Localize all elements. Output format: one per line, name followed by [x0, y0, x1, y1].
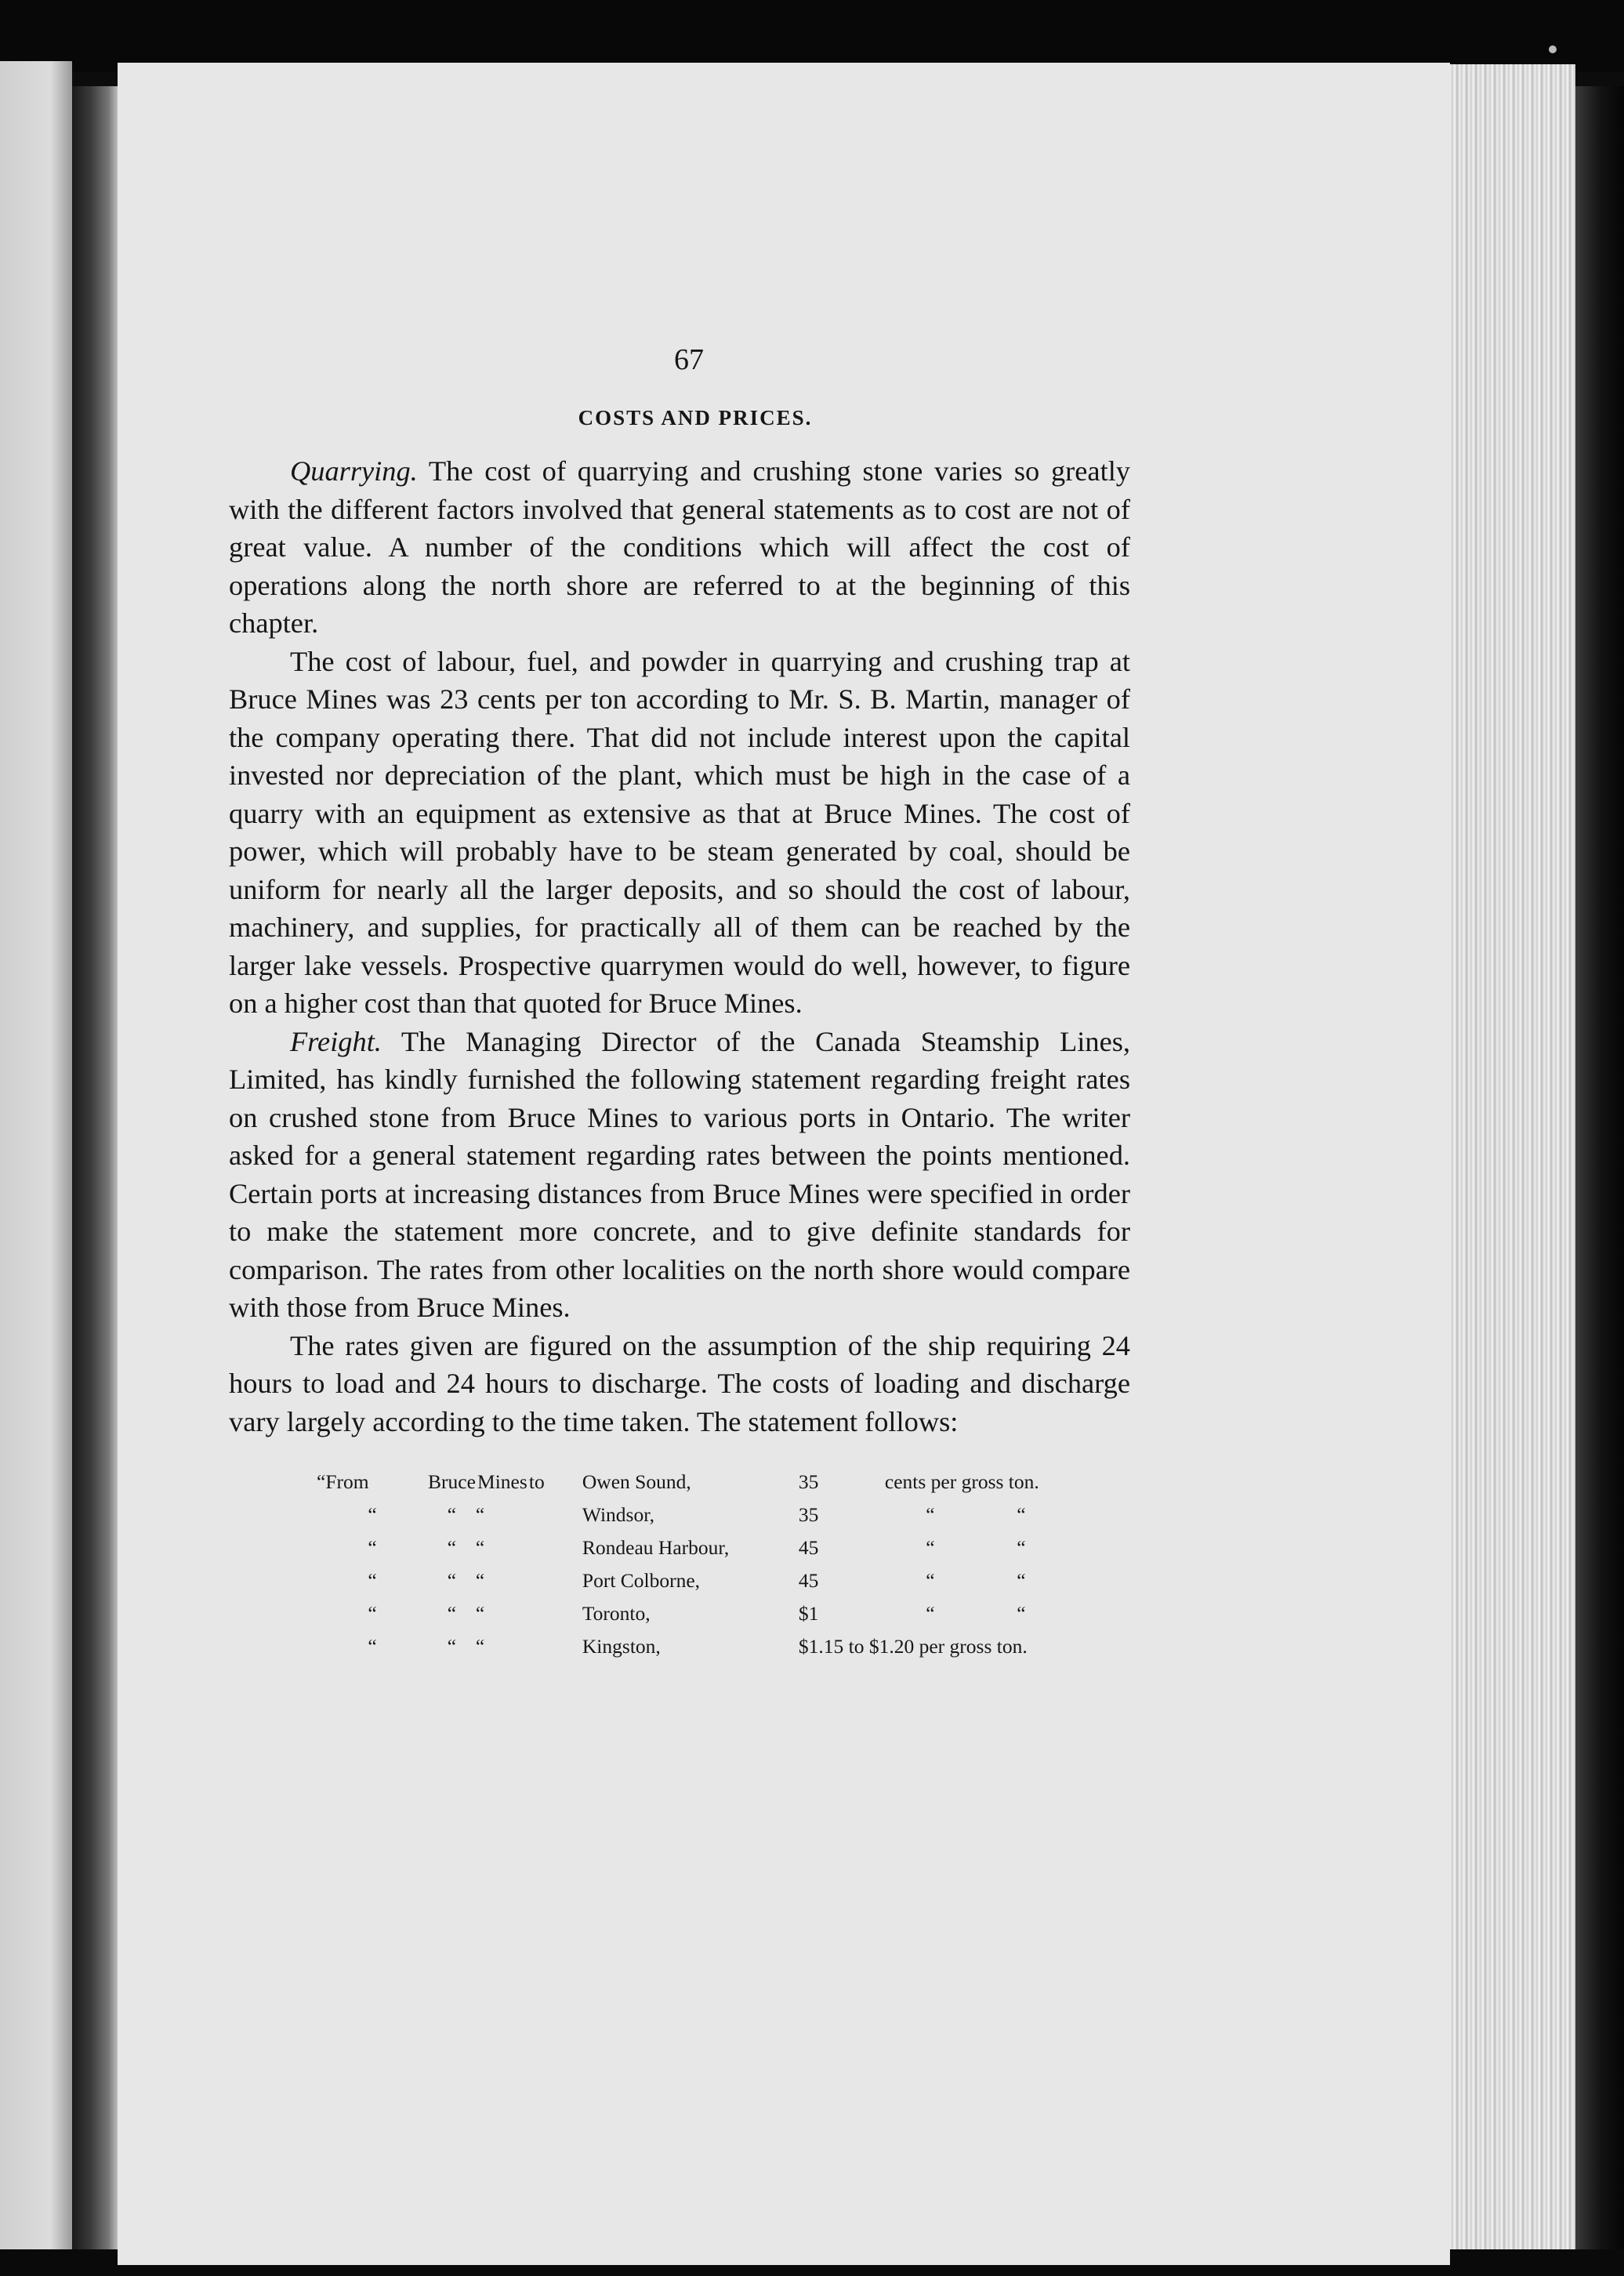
stacked-page-edges: [1450, 64, 1575, 2251]
left-page-sliver: [0, 61, 72, 2256]
table-row: [317, 1505, 1067, 1538]
ditto-mark: “: [447, 1569, 457, 1592]
page-text: [229, 345, 1130, 1669]
spacer-cell: [529, 1604, 582, 1636]
ditto-mark: “: [475, 1536, 485, 1559]
from-place-word: to: [528, 1470, 545, 1493]
from-place-word: Mines: [477, 1470, 527, 1493]
port-name: Owen Sound,: [582, 1470, 691, 1493]
table-row: [317, 1604, 1067, 1636]
ditto-mark: “: [368, 1635, 377, 1658]
table-row: [317, 1571, 1067, 1604]
ditto-mark: “: [447, 1602, 457, 1625]
paragraph-lead: Quarrying.: [290, 455, 418, 487]
ditto-mark: “: [475, 1569, 485, 1592]
ditto-mark: “: [447, 1503, 457, 1526]
ditto-mark: “: [1017, 1536, 1026, 1559]
table-row: [317, 1636, 1067, 1669]
ditto-mark: “: [368, 1536, 377, 1559]
rate-unit: cents per gross ton.: [884, 1470, 1039, 1493]
from-place-word: Bruce: [428, 1470, 476, 1493]
freight-rate-table: [317, 1472, 1067, 1669]
rate-value: 45: [798, 1536, 819, 1559]
book-gutter-shadow: [72, 86, 118, 2265]
port-name: Windsor,: [582, 1503, 655, 1526]
rate-value: $1: [798, 1602, 819, 1625]
ditto-mark: “: [1017, 1569, 1026, 1592]
port-name: Rondeau Harbour,: [582, 1536, 730, 1559]
ditto-mark: “: [926, 1503, 935, 1526]
page-number: 67: [674, 343, 704, 376]
rate-value: 35: [798, 1470, 819, 1493]
ditto-mark: “: [926, 1536, 935, 1559]
ditto-mark: “: [447, 1635, 457, 1658]
paragraph-lead: Freight.: [290, 1025, 382, 1057]
ditto-mark: “: [475, 1602, 485, 1625]
table-row: [317, 1538, 1067, 1571]
spacer-cell: [529, 1538, 582, 1571]
rate-value: $1.15 to $1.20 per gross ton.: [798, 1635, 1028, 1658]
scan-right-border: [1575, 86, 1624, 2276]
ditto-mark: “: [368, 1503, 377, 1526]
ditto-mark: “: [926, 1602, 935, 1625]
paragraph-body: The Managing Director of the Canada Steamship Lines, Limited, has kindly furnished the following statement regarding freight rates on crushed stone from Bruce Mines to various ports in Ontario. The writer asked for a general statement regarding rates between the points mentioned. Certain ports at increasing distances from Bruce Mines were specified in order to make the statement more concrete, and to give definite standards for comparison. The rates from other localities on the north shore would compare with those from Bruce Mines.: [229, 1025, 1130, 1323]
paragraph-quarrying: [229, 452, 1130, 643]
paragraph-body: The cost of labour, fuel, and powder in quarrying and crushing trap at Bruce Mines was 23 cents per ton according to Mr. S. B. Martin, manager of the company operating there. That did not include interest upon the capital invested nor depreciation of the plant, which must be high in the case of a quarry with an equipment as extensive as that at Bruce Mines. The cost of power, which will probably have to be steam generated by coal, should be uniform for nearly all the larger deposits, and so should the cost of labour, machinery, and supplies, for practically all of them can be reached by the larger lake vessels. Prospective quarrymen would do well, however, to figure on a higher cost than that quoted for Bruce Mines.: [229, 645, 1130, 1019]
ditto-group: [885, 1538, 1067, 1571]
from-label: “From: [317, 1470, 369, 1493]
rate-value: 45: [798, 1569, 819, 1592]
ditto-mark: “: [475, 1503, 485, 1526]
spacer-cell: [529, 1636, 582, 1669]
scan-top-border: [0, 0, 1624, 72]
table-row: [317, 1472, 1067, 1505]
port-name: Kingston,: [582, 1635, 661, 1658]
port-name: Toronto,: [582, 1602, 651, 1625]
scan-dust-speck: [1549, 45, 1557, 53]
paragraph-body: The cost of quarrying and crushing stone varies so greatly with the different factors involved that general statements as to cost are not of great value. A number of the conditions which will affect the cost of operations along the north shore are referred to at the beginning of this chapter.: [229, 455, 1130, 639]
spacer-cell: [529, 1571, 582, 1604]
ditto-mark: “: [1017, 1602, 1026, 1625]
spacer-cell: [529, 1505, 582, 1538]
paragraph-labour-cost: [229, 643, 1130, 1023]
ditto-mark: “: [1017, 1503, 1026, 1526]
ditto-mark: “: [475, 1635, 485, 1658]
ditto-mark: “: [447, 1536, 457, 1559]
ditto-mark: “: [926, 1569, 935, 1592]
paragraph-rates-assumption: [229, 1327, 1130, 1441]
ditto-group: [885, 1571, 1067, 1604]
paragraph-freight: [229, 1023, 1130, 1327]
ditto-group: [885, 1505, 1067, 1538]
port-name: Port Colborne,: [582, 1569, 701, 1592]
ditto-group: [885, 1604, 1067, 1636]
section-heading: COSTS AND PRICES.: [578, 406, 813, 429]
ditto-mark: “: [368, 1569, 377, 1592]
ditto-mark: “: [368, 1602, 377, 1625]
rate-value: 35: [798, 1503, 819, 1526]
paragraph-body: The rates given are figured on the assumption of the ship requiring 24 hours to load and 24 hours to discharge. The costs of loading and discharge vary largely according to the time taken. The statement follows:: [229, 1329, 1130, 1437]
